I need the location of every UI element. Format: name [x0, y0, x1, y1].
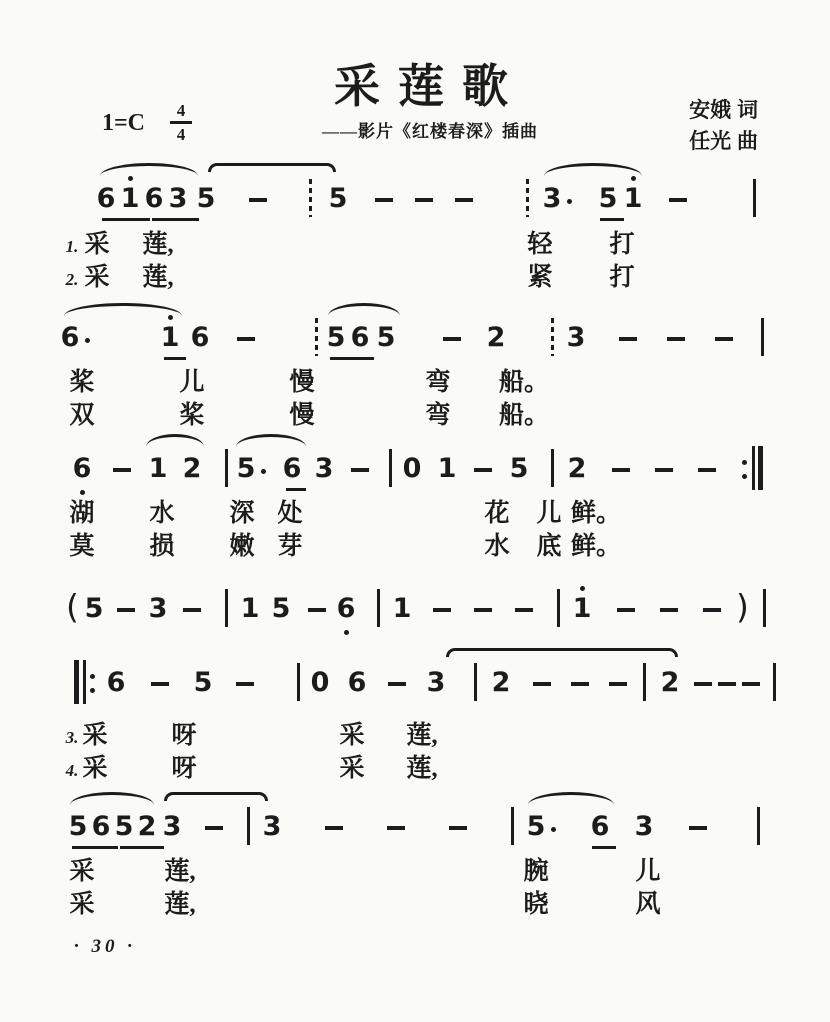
note-digit: 3 [168, 183, 188, 214]
lyric-syllable: 处 [277, 500, 303, 527]
duration-dash [689, 826, 707, 830]
time-signature-denominator: 4 [176, 124, 186, 144]
lyricist-credit: 安娥 词 [689, 99, 758, 122]
duration-dash [619, 337, 637, 341]
repeat-end-thick-bar [758, 446, 763, 490]
slur-tie [236, 434, 306, 447]
barline [526, 179, 529, 217]
note-digit: 1 [148, 453, 168, 484]
duration-dash [351, 468, 369, 472]
octave-dot-low [344, 630, 349, 635]
note-digit: 6 [96, 183, 116, 214]
barline [773, 663, 776, 701]
duration-dash [474, 608, 492, 612]
lyric-syllable: 莲, [164, 858, 196, 885]
duration-dash [612, 468, 630, 472]
barline [315, 318, 318, 356]
lyric-syllable: 采 [84, 264, 110, 291]
verse-number: 3. [65, 728, 79, 747]
note-digit: 5 [196, 183, 216, 214]
note-digit: 3 [262, 811, 282, 842]
lyric-syllable: 紧 [527, 264, 553, 291]
duration-dash [449, 826, 467, 830]
key-signature: 1=C [102, 110, 146, 136]
note-digit: 5 [376, 322, 396, 353]
note-digit: 6 [190, 322, 210, 353]
note-digit: 3 [162, 811, 182, 842]
note-digit: 5 [526, 811, 546, 842]
note-digit: 1 [437, 453, 457, 484]
repeat-dot [742, 474, 747, 479]
duration-dash [455, 198, 473, 202]
barline [511, 807, 514, 845]
lyric-syllable: 采 [339, 722, 365, 749]
verse-number: 4. [65, 761, 79, 780]
lyric-syllable: 桨 [179, 402, 205, 429]
note-digit: 2 [182, 453, 202, 484]
barline [551, 449, 554, 487]
note-digit: 0 [402, 453, 422, 484]
duration-dash [205, 826, 223, 830]
barline [643, 663, 646, 701]
close-paren: ) [736, 587, 749, 626]
lyric-syllable: 鲜。 [570, 533, 622, 560]
lyric-syllable: 慢 [289, 369, 315, 396]
note-digit: 6 [350, 322, 370, 353]
note-digit: 2 [486, 322, 506, 353]
lyric-syllable: 船。 [498, 402, 550, 429]
duration-dash [415, 198, 433, 202]
composer-credit: 任光 曲 [689, 130, 758, 153]
duration-dash [151, 682, 169, 686]
lyric-syllable: 莲, [164, 891, 196, 918]
lyric-syllable: 晓 [523, 891, 549, 918]
augmentation-dot [567, 199, 572, 204]
lyric-syllable: 儿 [179, 369, 205, 396]
duration-dash [117, 608, 135, 612]
lyric-syllable: 莫 [69, 533, 95, 560]
note-digit: 5 [68, 811, 88, 842]
note-digit: 1 [392, 593, 412, 624]
lyric-syllable: 鲜。 [570, 500, 622, 527]
note-digit: 2 [137, 811, 157, 842]
barline [753, 179, 756, 217]
augmentation-dot [551, 827, 556, 832]
lyric-syllable: 水 [484, 533, 510, 560]
slur-tie [446, 648, 678, 657]
note-digit: 5 [84, 593, 104, 624]
slur-tie [64, 303, 182, 316]
lyric-syllable: 采 [69, 858, 95, 885]
beam-underline [286, 488, 306, 491]
note-digit: 6 [91, 811, 111, 842]
slur-tie [146, 434, 204, 447]
note-digit: 6 [144, 183, 164, 214]
lyric-syllable: 风 [635, 891, 661, 918]
lyric-syllable: 芽 [277, 533, 303, 560]
duration-dash [433, 608, 451, 612]
note-digit: 6 [347, 667, 367, 698]
beam-underline [164, 357, 186, 360]
open-paren: ( [66, 587, 79, 626]
lyric-syllable: 水 [149, 500, 175, 527]
note-digit: 3 [634, 811, 654, 842]
note-digit: 5 [326, 322, 346, 353]
lyric-syllable: 慢 [289, 402, 315, 429]
lyric-syllable: 采 [82, 755, 108, 782]
credits [689, 95, 758, 157]
lyric-syllable: 打 [609, 264, 635, 291]
beam-underline [592, 846, 616, 849]
page-number: · 30 · [74, 936, 136, 957]
lyric-syllable: 湖 [69, 500, 95, 527]
barline [247, 807, 250, 845]
lyric-syllable: 呀 [171, 755, 197, 782]
lyric-syllable: 底 [536, 533, 562, 560]
barline [761, 318, 764, 356]
beam-underline [120, 846, 164, 849]
duration-dash [474, 468, 492, 472]
beam-underline [600, 218, 624, 221]
octave-dot-low [80, 490, 85, 495]
note-digit: 2 [660, 667, 680, 698]
note-digit: 5 [193, 667, 213, 698]
verse-number: 2. [65, 270, 79, 289]
duration-dash [236, 682, 254, 686]
duration-dash [571, 682, 589, 686]
note-digit: 6 [282, 453, 302, 484]
lyric-syllable: 弯 [425, 369, 451, 396]
slur-tie [100, 163, 198, 176]
duration-dash [533, 682, 551, 686]
repeat-end-thin-bar [752, 446, 755, 490]
lyric-syllable: 采 [339, 755, 365, 782]
lyric-syllable: 双 [69, 402, 95, 429]
duration-dash [515, 608, 533, 612]
note-digit: 5 [509, 453, 529, 484]
duration-dash [388, 682, 406, 686]
octave-dot-high [168, 315, 173, 320]
barline [297, 663, 300, 701]
duration-dash [617, 608, 635, 612]
duration-dash [113, 468, 131, 472]
barline [757, 807, 760, 845]
duration-dash [669, 198, 687, 202]
lyric-syllable: 莲, [142, 231, 174, 258]
duration-dash [609, 682, 627, 686]
note-digit: 3 [566, 322, 586, 353]
repeat-dot [742, 460, 747, 465]
lyric-syllable: 船。 [498, 369, 550, 396]
lyric-syllable: 采 [84, 231, 110, 258]
duration-dash [308, 608, 326, 612]
duration-dash [325, 826, 343, 830]
note-digit: 1 [623, 183, 643, 214]
duration-dash [249, 198, 267, 202]
duration-dash [694, 682, 712, 686]
barline [551, 318, 554, 356]
note-digit: 2 [491, 667, 511, 698]
note-digit: 3 [542, 183, 562, 214]
repeat-start-thin-bar [83, 660, 86, 704]
beam-underline [102, 218, 150, 221]
note-digit: 1 [572, 593, 592, 624]
repeat-dot [90, 688, 95, 693]
note-digit: 1 [160, 322, 180, 353]
duration-dash [387, 826, 405, 830]
barline [474, 663, 477, 701]
note-digit: 5 [114, 811, 134, 842]
duration-dash [237, 337, 255, 341]
note-digit: 3 [426, 667, 446, 698]
note-digit: 5 [328, 183, 348, 214]
note-digit: 5 [598, 183, 618, 214]
lyric-syllable: 打 [609, 231, 635, 258]
lyric-syllable: 深 [229, 500, 255, 527]
augmentation-dot [261, 469, 266, 474]
octave-dot-high [631, 176, 636, 181]
page-title: 采莲歌 [334, 60, 526, 112]
lyric-syllable: 轻 [527, 231, 553, 258]
note-digit: 1 [120, 183, 140, 214]
barline [225, 449, 228, 487]
duration-dash [718, 682, 736, 686]
note-digit: 6 [590, 811, 610, 842]
lyric-syllable: 采 [82, 722, 108, 749]
barline [377, 589, 380, 627]
lyric-syllable: 腕 [523, 858, 549, 885]
barline [309, 179, 312, 217]
lyric-syllable: 桨 [69, 369, 95, 396]
lyric-syllable: 花 [484, 500, 510, 527]
duration-dash [742, 682, 760, 686]
barline [389, 449, 392, 487]
verse-number: 1. [65, 237, 79, 256]
slur-tie [328, 303, 400, 316]
slur-tie [544, 163, 642, 176]
note-digit: 6 [106, 667, 126, 698]
beam-underline [330, 357, 374, 360]
lyric-syllable: 莲, [142, 264, 174, 291]
lyric-syllable: 莲, [406, 722, 438, 749]
lyric-syllable: 儿 [635, 858, 661, 885]
subtitle: ——影片《红楼春深》插曲 [322, 122, 538, 141]
lyric-syllable: 莲, [406, 755, 438, 782]
slur-tie [70, 792, 154, 805]
slur-tie [208, 163, 336, 172]
octave-dot-high [580, 586, 585, 591]
note-digit: 3 [314, 453, 334, 484]
slur-tie [164, 792, 268, 801]
note-digit: 2 [567, 453, 587, 484]
lyric-syllable: 损 [149, 533, 175, 560]
lyric-syllable: 呀 [171, 722, 197, 749]
duration-dash [183, 608, 201, 612]
lyric-syllable: 儿 [536, 500, 562, 527]
barline [763, 589, 766, 627]
duration-dash [375, 198, 393, 202]
note-digit: 0 [310, 667, 330, 698]
duration-dash [667, 337, 685, 341]
repeat-dot [90, 674, 95, 679]
lyric-syllable: 嫩 [229, 533, 255, 560]
note-digit: 6 [60, 322, 80, 353]
slur-tie [528, 792, 614, 805]
duration-dash [660, 608, 678, 612]
lyric-syllable: 弯 [425, 402, 451, 429]
duration-dash [715, 337, 733, 341]
repeat-start-thick-bar [74, 660, 79, 704]
duration-dash [703, 608, 721, 612]
note-digit: 5 [236, 453, 256, 484]
time-signature-numerator: 4 [176, 101, 186, 120]
duration-dash [698, 468, 716, 472]
augmentation-dot [85, 338, 90, 343]
beam-underline [152, 218, 199, 221]
lyric-syllable: 采 [69, 891, 95, 918]
beam-underline [72, 846, 118, 849]
barline [225, 589, 228, 627]
note-digit: 1 [240, 593, 260, 624]
note-digit: 6 [72, 453, 92, 484]
barline [557, 589, 560, 627]
note-digit: 5 [271, 593, 291, 624]
octave-dot-high [128, 176, 133, 181]
duration-dash [655, 468, 673, 472]
note-digit: 3 [148, 593, 168, 624]
note-digit: 6 [336, 593, 356, 624]
duration-dash [443, 337, 461, 341]
